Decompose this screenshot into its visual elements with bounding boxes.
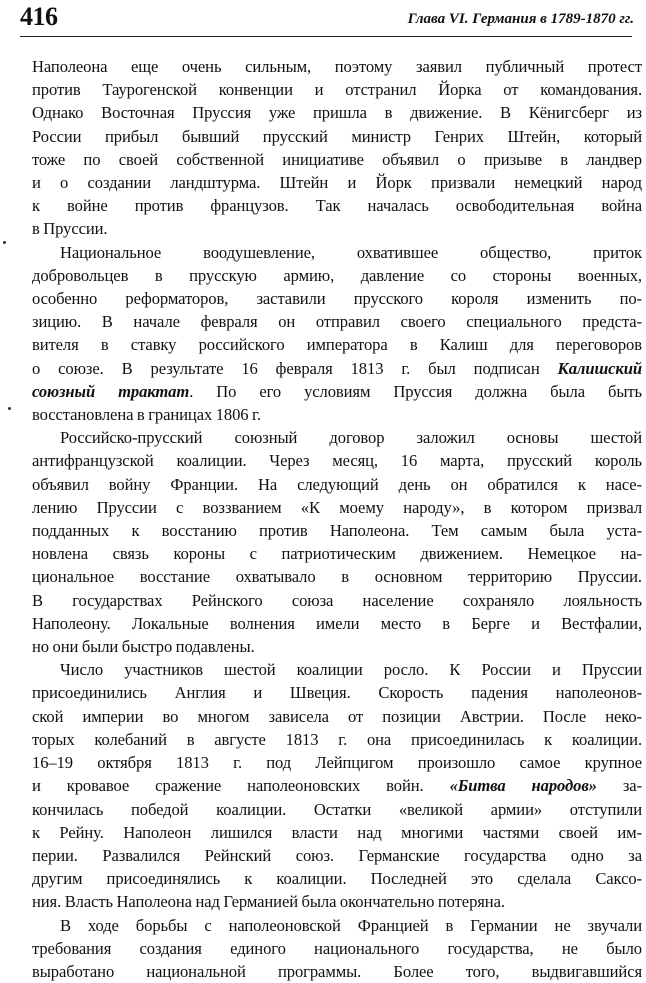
- header-rule: [20, 36, 632, 37]
- text-line: зицию. В начале февраля он отправил своего специального предста-: [32, 312, 642, 332]
- text-line: против Таурогенской конвенции и отстранил Йорка от командования.: [32, 80, 642, 100]
- page-number: 416: [20, 2, 58, 31]
- text-line: новлена связь короны с патриотическим движением. Немецкое на-: [32, 544, 642, 564]
- text-line: [32, 357, 642, 380]
- text-line: Наполеона еще очень сильным, поэтому заявил публичный протест: [32, 57, 642, 76]
- text-line: объявил войну Франции. На следующий день он обратился к насе-: [32, 474, 642, 494]
- line-text: о союзе. В результате 16 февраля 1813 г. был подписан: [32, 358, 558, 378]
- margin-mark: [8, 407, 11, 410]
- text-line: Наполеону. Локальные волнения имели место в Берге и Вестфалии,: [32, 613, 642, 633]
- term-kalisz: Калишский: [557, 358, 642, 378]
- text-line: другим присоединялись к коалиции. Последней это сделала Саксо-: [32, 869, 642, 889]
- text-line: Число участников шестой коалиции росло. К России и Пруссии: [60, 660, 642, 680]
- text-line: присоединились Англия и Швеция. Скорость падения наполеонов-: [32, 683, 642, 703]
- line-text: и кровавое сражение наполеоновских войн.: [32, 776, 450, 796]
- text-line: подданных к восстанию против Наполеона. Тем самым была уста-: [32, 521, 642, 541]
- text-line: перии. Развалился Рейнский союз. Германские государства одно за: [32, 845, 642, 865]
- paragraph: [32, 241, 642, 427]
- text-line: В государствах Рейнского союза население сохраняло лояльность: [32, 590, 642, 610]
- margin-mark: [3, 241, 6, 244]
- paragraph: [32, 914, 642, 983]
- paragraph: [32, 658, 642, 913]
- text-line: России прибыл бывший прусский министр Генрих Штейн, который: [32, 126, 642, 146]
- text-line: восстановлена в границах 1806 г.: [32, 405, 261, 425]
- text-line: [32, 380, 642, 403]
- paragraph: [32, 55, 642, 241]
- text-line: к Рейну. Наполеон лишился власти над многими частями своей им-: [32, 822, 642, 842]
- text-line: особенно реформаторов, заставили прусского короля изменить по-: [32, 289, 642, 309]
- text-line: вителя в ставку российского императора в Калиш для переговоров: [32, 335, 642, 355]
- text-line: и о создании ландштурма. Штейн и Йорк призвали немецкий народ: [32, 173, 642, 193]
- text-line: выработано национальной программы. Более того, выдвигавшийся: [32, 961, 642, 981]
- text-line: в Пруссии.: [32, 219, 108, 239]
- text-line: ния. Власть Наполеона над Германией была окончательно потеряна.: [32, 892, 505, 912]
- line-text: за-: [596, 776, 642, 796]
- term-treaty: союзный трактат: [32, 381, 190, 401]
- text-line: ской империи во многом зависела от позиции Австрии. После неко-: [32, 706, 642, 726]
- text-line: кончилась победой коалиции. Остатки «великой армии» отступили: [32, 799, 642, 819]
- paragraph: [32, 426, 642, 658]
- line-text: . По его условиям Пруссия должна была быть: [189, 381, 642, 401]
- text-line: добровольцев в прусскую армию, давление со стороны военных,: [32, 265, 642, 285]
- text-line: Национальное воодушевление, охватившее общество, приток: [60, 242, 642, 262]
- term-battle-of-nations: «Битва народов»: [449, 776, 597, 796]
- body-text: [32, 55, 642, 983]
- text-line: Российско-прусский союзный договор заложил основы шестой: [60, 428, 642, 448]
- text-line: торых колебаний в августе 1813 г. она присоединилась к коалиции.: [32, 729, 642, 749]
- text-line: к войне против французов. Так началась освободительная война: [32, 196, 642, 216]
- text-line: Однако Восточная Пруссия уже пришла в движение. В Кёнигсберг из: [32, 103, 642, 123]
- text-line: требования создания единого национального государства, не было: [32, 938, 642, 958]
- text-line: тоже по своей собственной инициативе объявил о призыве в ландвер: [32, 149, 642, 169]
- running-head: Глава VI. Германия в 1789-1870 гг.: [407, 11, 634, 27]
- text-line: антифранцузской коалиции. Через месяц, 16 марта, прусский король: [32, 451, 642, 471]
- text-line: 16–19 октября 1813 г. под Лейпцигом произошло самое крупное: [32, 753, 642, 773]
- text-line: [32, 774, 642, 797]
- page-header: [20, 2, 634, 34]
- text-line: В ходе борьбы с наполеоновской Францией в Германии не звучали: [60, 915, 642, 935]
- text-line: циональное восстание охватывало в основном территорию Пруссии.: [32, 567, 642, 587]
- text-line: лению Пруссии с воззванием «К моему народу», в котором призвал: [32, 497, 642, 517]
- text-line: но они были быстро подавлены.: [32, 637, 255, 657]
